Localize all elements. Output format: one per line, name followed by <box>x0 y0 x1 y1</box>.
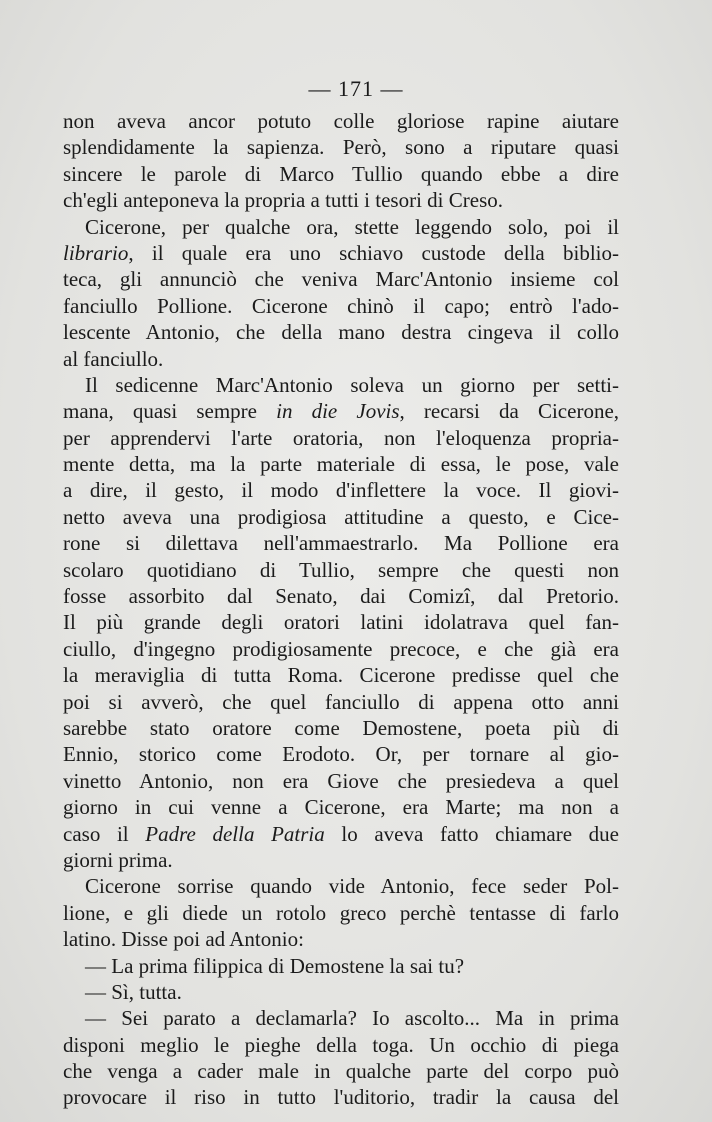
text-line: lescente Antonio, che della mano destra cingeva il collo <box>63 320 619 345</box>
text-line: sincere le parole di Marco Tullio quando ebbe a dire <box>63 161 619 186</box>
text-line: — Sei parato a declamarla? Io ascolto... Ma in prima <box>85 1006 619 1031</box>
text-line: teca, gli annunciò che veniva Marc'Antonio insieme col <box>63 267 619 292</box>
text-line: provocare il riso in tutto l'uditorio, tradir la causa del <box>63 1085 619 1110</box>
text-line: Il sedicenne Marc'Antonio soleva un giorno per setti- <box>85 372 619 397</box>
text-line: lione, e gli diede un rotolo greco perchè tentasse di farlo <box>63 900 619 925</box>
text-line: latino. Disse poi ad Antonio: <box>63 927 304 952</box>
text-line: fanciullo Pollione. Cicerone chinò il capo; entrò l'ado- <box>63 293 619 318</box>
page-number: — 171 — <box>308 76 404 101</box>
text-line: fosse assorbito dal Senato, dai Comizî, dal Pretorio. <box>63 584 619 609</box>
text-line: ciullo, d'ingegno prodigiosamente precoce, e che già era <box>63 636 619 661</box>
text-line: giorni prima. <box>63 847 173 872</box>
text-line: sarebbe stato oratore come Demostene, poeta più di <box>63 715 619 740</box>
text-line: Il più grande degli oratori latini idolatrava quel fan- <box>63 610 619 635</box>
text-line: — La prima filippica di Demostene la sai tu? <box>85 953 465 978</box>
text-line: poi si avverò, che quel fanciullo di appena otto anni <box>63 689 619 714</box>
text-line: vinetto Antonio, non era Giove che presiedeva a quel <box>63 768 619 793</box>
text-line: ch'egli anteponeva la propria a tutti i tesori di Creso. <box>63 188 503 213</box>
text-line: a dire, il gesto, il modo d'inflettere la voce. Il giovi- <box>63 478 619 503</box>
body-text <box>63 108 619 1111</box>
text-line: non aveva ancor potuto colle gloriose rapine aiutare <box>63 109 619 133</box>
text-line: Ennio, storico come Erodoto. Or, per tornare al gio- <box>63 742 619 767</box>
text-line: che venga a cader male in qualche parte del corpo può <box>63 1059 619 1084</box>
text-line: rone si dilettava nell'ammaestrarlo. Ma Pollione era <box>63 531 619 556</box>
text-line: mana, quasi sempre in die Jovis, recarsi da Cicerone, <box>63 399 620 424</box>
text-line: per apprendervi l'arte oratoria, non l'eloquenza propria- <box>63 425 619 450</box>
text-line: Cicerone sorrise quando vide Antonio, fece seder Pol- <box>85 874 619 899</box>
text-line: splendidamente la sapienza. Però, sono a riputare quasi <box>63 135 619 160</box>
text-line: la meraviglia di tutta Roma. Cicerone predisse quel che <box>63 663 619 688</box>
text-line: librario, il quale era uno schiavo custode della biblio- <box>63 240 619 265</box>
text-line: mente detta, ma la parte materiale di essa, le pose, vale <box>63 452 619 477</box>
text-line: — Sì, tutta. <box>85 979 182 1004</box>
text-line: al fanciullo. <box>63 346 164 371</box>
text-line: giorno in cui venne a Cicerone, era Marte; ma non a <box>63 795 619 820</box>
text-line: netto aveva una prodigiosa attitudine a questo, e Cice- <box>63 504 619 529</box>
text-line: disponi meglio le pieghe della toga. Un occhio di piega <box>63 1032 619 1057</box>
text-line: scolaro quotidiano di Tullio, sempre che questi non <box>63 557 619 582</box>
text-line: caso il Padre della Patria lo aveva fatto chiamare due <box>63 821 619 846</box>
text-line: Cicerone, per qualche ora, stette leggendo solo, poi il <box>85 214 619 239</box>
